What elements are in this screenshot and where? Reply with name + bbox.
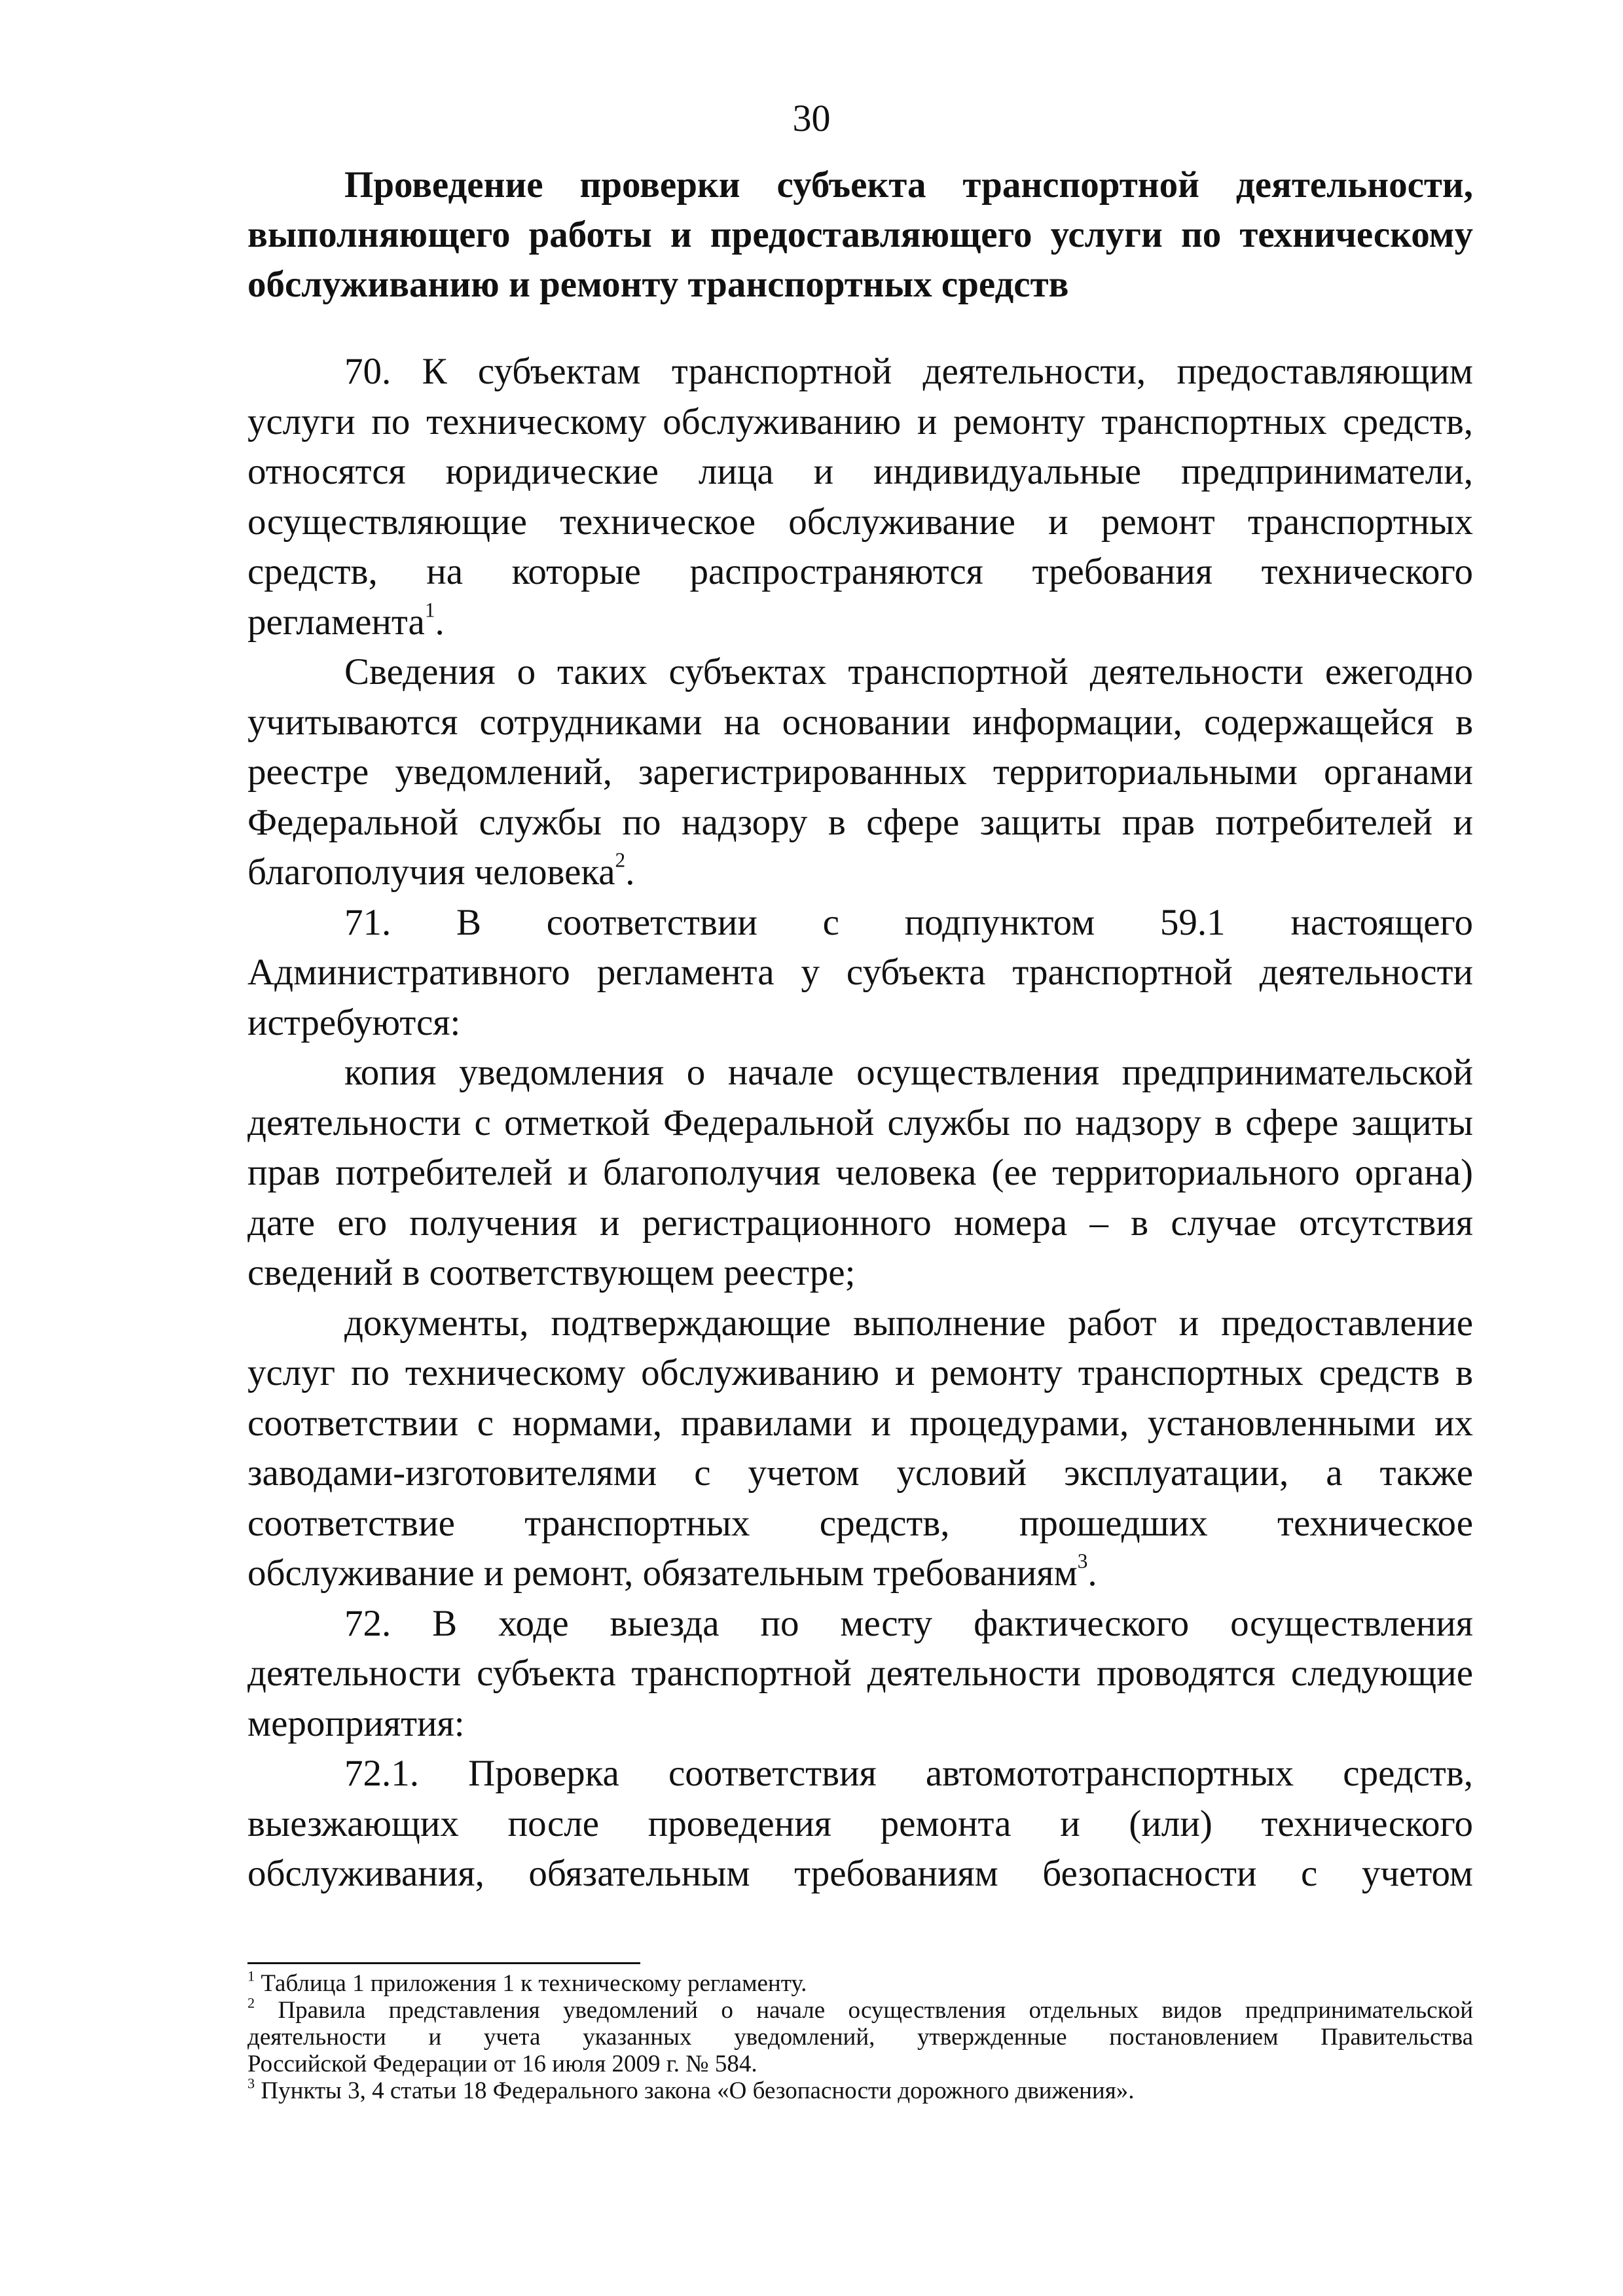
heading-line: выполняющего работы и предоставляющего услуги по техническому xyxy=(247,214,1473,255)
footnote-number: 2 xyxy=(247,1994,255,2011)
text-line: истребуются: xyxy=(247,1001,461,1043)
paragraph-registry-info xyxy=(247,647,1473,898)
footnote-2 xyxy=(247,1994,1473,2077)
paragraph-notification-copy xyxy=(247,1048,1473,1299)
footnote-3 xyxy=(247,2077,1473,2104)
footnote-number: 1 xyxy=(247,1967,255,1984)
text-line: 72. В ходе выезда по месту фактического осуществления xyxy=(344,1602,1473,1644)
text-line: копия уведомления о начале осуществления предпринимательской xyxy=(344,1052,1473,1093)
text-line: услуг по техническому обслуживанию и ремонту транспортных средств в xyxy=(247,1352,1473,1393)
paragraph-70 xyxy=(247,347,1473,647)
text-line: 72.1. Проверка соответствия автомототранспортных средств, xyxy=(344,1753,1473,1794)
text-line: относятся юридические лица и индивидуальные предприниматели, xyxy=(247,451,1473,492)
text-line: благополучия человека$^2$. xyxy=(247,848,635,893)
footnote-line: $^2$ Правила представления уведомлений о начале осуществления отдельных видов предпринимательской xyxy=(247,1994,1473,2024)
text-line: сведений в соответствующем реестре; xyxy=(247,1252,856,1293)
footnote-text: Таблица 1 приложения 1 к техническому регламенту. xyxy=(261,1970,807,1997)
text-line: осуществляющие техническое обслуживание и ремонт транспортных xyxy=(247,501,1473,543)
text-line: деятельности с отметкой Федеральной службы по надзору в сфере защиты xyxy=(247,1102,1473,1143)
text-line: заводами-изготовителями с учетом условий эксплуатации, а также xyxy=(247,1452,1473,1494)
document-body xyxy=(247,347,1473,1899)
heading-line: Проведение проверки субъекта транспортной деятельности, xyxy=(344,164,1473,206)
footnote-ref-1[interactable]: 1 xyxy=(424,598,435,621)
text-line: Административного регламента у субъекта транспортной деятельности xyxy=(247,952,1473,993)
text-line: соответствие транспортных средств, прошедших техническое xyxy=(247,1502,1473,1544)
text-line: выезжающих после проведения ремонта и (или) технического xyxy=(247,1803,1473,1844)
heading-line: обслуживанию и ремонту транспортных средств xyxy=(247,264,1069,305)
text-line: дате его получения и регистрационного номера – в случае отсутствия xyxy=(247,1202,1473,1244)
page-number: 30 xyxy=(792,97,831,139)
paragraph-72-1 xyxy=(247,1749,1473,1899)
text-line: Федеральной службы по надзору в сфере защиты прав потребителей и xyxy=(247,801,1473,843)
text-line: обслуживания, обязательным требованиям безопасности с учетом xyxy=(247,1853,1473,1894)
text-line: мероприятия: xyxy=(247,1702,465,1744)
paragraph-documents xyxy=(247,1299,1473,1599)
text-line: 71. В соответствии с подпунктом 59.1 настоящего xyxy=(344,901,1473,943)
text-line: учитываются сотрудниками на основании информации, содержащейся в xyxy=(247,701,1473,743)
text-line: реестре уведомлений, зарегистрированных территориальными органами xyxy=(247,751,1473,793)
text-line: соответствии с нормами, правилами и процедурами, установленными их xyxy=(247,1402,1473,1444)
footnote-1 xyxy=(247,1967,1473,1997)
footnote-number: 3 xyxy=(247,2075,255,2092)
footnote-line: Российской Федерации от 16 июля 2009 г. № 584. xyxy=(247,2051,757,2077)
footnote-line: деятельности и учета указанных уведомлений, утвержденные постановлением Правительства xyxy=(247,2024,1473,2051)
text-line: услуги по техническому обслуживанию и ремонту транспортных средств, xyxy=(247,401,1473,442)
footnote-text: Пункты 3, 4 статьи 18 Федерального закона «О безопасности дорожного движения». xyxy=(261,2077,1135,2104)
text-line: 70. К субъектам транспортной деятельности, предоставляющим xyxy=(344,351,1473,392)
footnotes xyxy=(247,1967,1473,2104)
paragraph-72 xyxy=(247,1599,1473,1749)
footnote-ref-3[interactable]: 3 xyxy=(1077,1549,1088,1573)
text-line: средств, на которые распространяются требования технического xyxy=(247,551,1473,592)
footnote-separator xyxy=(247,1962,640,1964)
section-heading xyxy=(247,160,1473,310)
text-line: обслуживание и ремонт, обязательным требованиям$^3$. xyxy=(247,1549,1097,1594)
footnote-ref-2[interactable]: 2 xyxy=(615,848,626,872)
text-line: деятельности субъекта транспортной деятельности проводятся следующие xyxy=(247,1653,1473,1694)
text-line: документы, подтверждающие выполнение работ и предоставление xyxy=(344,1302,1473,1344)
text-line: Сведения о таких субъектах транспортной деятельности ежегодно xyxy=(344,651,1473,692)
text-line: регламента$^1$. xyxy=(247,598,445,643)
text-line: прав потребителей и благополучия человека (ее территориального органа) xyxy=(247,1152,1473,1193)
paragraph-71 xyxy=(247,898,1473,1049)
